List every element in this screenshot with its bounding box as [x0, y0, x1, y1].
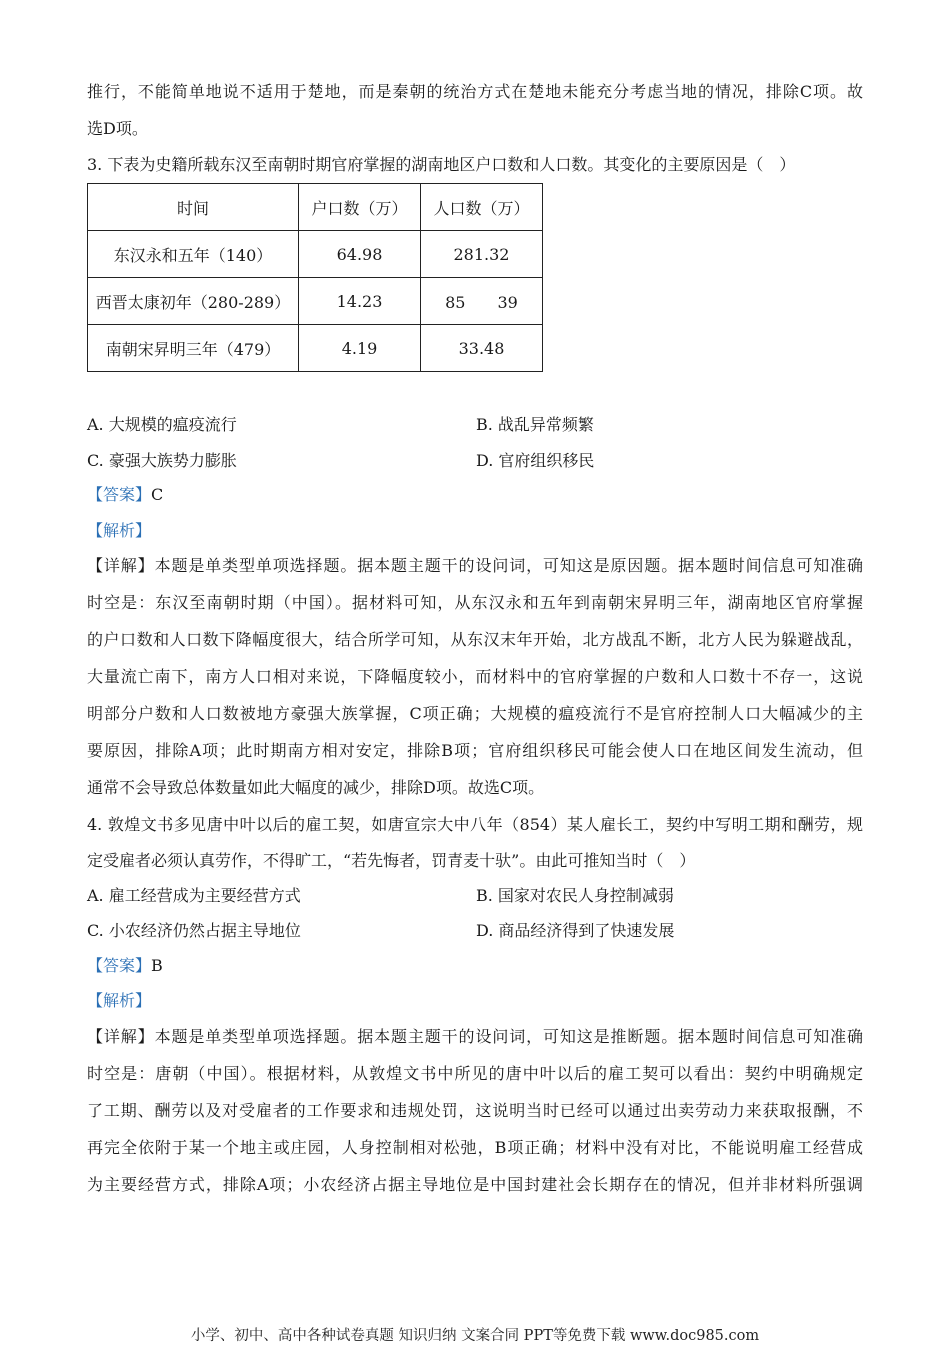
answer-tag: 【答案】	[87, 956, 152, 975]
table-cell: 东汉永和五年（140）	[88, 231, 299, 278]
detail-line: 时空是：东汉至南朝时期（中国）。据材料可知，从东汉永和五年到南朝宋昇明三年，湖南地区官府掌握	[87, 593, 863, 612]
question-4-stem: 4. 敦煌文书多见唐中叶以后的雇工契，如唐宣宗大中八年（854）某人雇长工，契约中写明工期和酬劳，规	[87, 815, 863, 834]
table-cell: 281.32	[421, 231, 543, 278]
detail-line: 的户口数和人口数下降幅度很大，结合所学可知，从东汉末年开始，北方战乱不断，北方人民为躲避战乱，	[87, 630, 863, 649]
answer-value: B	[151, 956, 163, 975]
question-3-stem: 3. 下表为史籍所载东汉至南朝时期官府掌握的湖南地区户口数和人口数。其变化的主要原因是（ ）	[87, 155, 796, 174]
answer-line	[87, 485, 163, 505]
table-cell: 64.98	[299, 231, 421, 278]
table-cell: 西晋太康初年（280-289）	[88, 278, 299, 325]
page-footer: 小学、初中、高中各种试卷真题 知识归纳 文案合同 PPT等免费下载 www.doc985.com	[190, 1328, 760, 1344]
answer-value: C	[151, 485, 164, 504]
table-header-cell: 人口数（万）	[421, 184, 543, 231]
option-a: A. 大规模的瘟疫流行	[87, 415, 237, 434]
detail-text: 本题是单类型单项选择题。据本题主题干的设问词，可知这是推断题。据本题时间信息可知准确	[154, 1027, 863, 1046]
detail-line: 为主要经营方式，排除A项；小农经济占据主导地位是中国封建社会长期存在的情况，但并非材料所强调	[87, 1175, 863, 1194]
analysis-tag: 【解析】	[87, 521, 152, 540]
detail-line	[87, 556, 863, 576]
table-cell: 33.48	[421, 325, 543, 372]
table-header-cell: 时间	[88, 184, 299, 231]
answer-line	[87, 956, 163, 976]
detail-text: 本题是单类型单项选择题。据本题主题干的设问词，可知这是原因题。据本题时间信息可知准确	[154, 556, 863, 575]
prev-analysis-line: 推行，不能简单地说不适用于楚地，而是秦朝的统治方式在楚地未能充分考虑当地的情况，排除C项。故	[87, 82, 863, 101]
option-b: B. 战乱异常频繁	[476, 415, 594, 434]
detail-tag: 【详解】	[87, 556, 155, 575]
analysis-tag: 【解析】	[87, 991, 152, 1010]
option-b: B. 国家对农民人身控制减弱	[476, 886, 674, 905]
table-cell: 14.23	[299, 278, 421, 325]
answer-tag: 【答案】	[87, 485, 152, 504]
detail-line: 通常不会导致总体数量如此大幅度的减少，排除D项。故选C项。	[87, 778, 545, 797]
table-header-row	[88, 184, 543, 231]
detail-line: 大量流亡南下，南方人口相对来说，下降幅度较小，而材料中的官府掌握的户数和人口数十不存一，这说	[87, 667, 863, 686]
population-table	[87, 183, 543, 372]
table-header-cell: 户口数（万）	[299, 184, 421, 231]
option-d: D. 商品经济得到了快速发展	[476, 921, 675, 940]
option-c: C. 豪强大族势力膨胀	[87, 451, 237, 470]
table-row	[88, 278, 543, 325]
option-d: D. 官府组织移民	[476, 451, 595, 470]
detail-line: 再完全依附于某一个地主或庄园，人身控制相对松弛，B项正确；材料中没有对比，不能说明雇工经营成	[87, 1138, 863, 1157]
table-cell: 85 39	[421, 278, 543, 325]
option-a: A. 雇工经营成为主要经营方式	[87, 886, 301, 905]
table-cell: 南朝宋昇明三年（479）	[88, 325, 299, 372]
detail-line	[87, 1027, 863, 1047]
table-row	[88, 231, 543, 278]
detail-line: 要原因，排除A项；此时期南方相对安定，排除B项；官府组织移民可能会使人口在地区间发生流动，但	[87, 741, 863, 760]
question-4-stem: 定受雇者必须认真劳作，不得旷工，“若先悔者，罚青麦十驮”。由此可推知当时（ ）	[87, 851, 696, 870]
detail-line: 了工期、酬劳以及对受雇者的工作要求和违规处罚，这说明当时已经可以通过出卖劳动力来获取报酬，不	[87, 1101, 863, 1120]
prev-analysis-line: 选D项。	[87, 119, 148, 138]
option-c: C. 小农经济仍然占据主导地位	[87, 921, 301, 940]
table-cell: 4.19	[299, 325, 421, 372]
table-row	[88, 325, 543, 372]
detail-tag: 【详解】	[87, 1027, 155, 1046]
detail-line: 明部分户数和人口数被地方豪强大族掌握，C项正确；大规模的瘟疫流行不是官府控制人口大幅减少的主	[87, 704, 863, 723]
detail-line: 时空是：唐朝（中国）。根据材料，从敦煌文书中所见的唐中叶以后的雇工契可以看出：契约中明确规定	[87, 1064, 863, 1083]
